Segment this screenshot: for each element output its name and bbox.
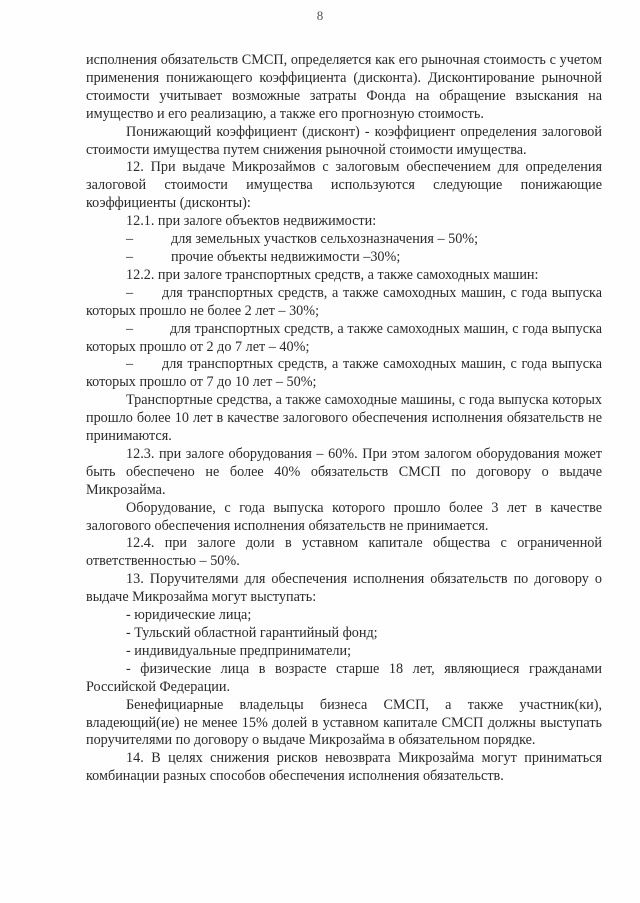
clause-14: 14. В целях снижения рисков невозврата Микрозайма могут приниматься комбинации разных способов обеспечения исполнения обязательств.: [86, 750, 602, 785]
paragraph-beneficiaries: Бенефициарные владельцы бизнеса СМСП, а также участник(ки), владеющий(ие) не менее 15% долей в уставном капитале СМСП должны выступать поручителями по договору о выдаче Микрозайма в обязательном порядке.: [86, 696, 602, 749]
clause-13: 13. Поручителями для обеспечения исполнения обязательств по договору о выдаче Микрозайма могут выступать:: [86, 571, 602, 606]
paragraph-vehicles-over-10y: Транспортные средства, а также самоходные машины, с года выпуска которых прошло более 10 лет в качестве залогового обеспечения исполнения обязательств не принимаются.: [86, 392, 602, 445]
list-item-text: прочие объекты недвижимости –30%;: [171, 248, 401, 265]
list-item-text: для транспортных средств, а также самоходных машин, с года выпуска которых прошло от 7 до 10 лет – 50%;: [86, 356, 602, 391]
clause-12-1: 12.1. при залоге объектов недвижимости:: [126, 213, 377, 230]
dash-marker: –: [126, 248, 134, 265]
list-item-vehicles-2-7y: [86, 321, 602, 357]
clause-12: 12. При выдаче Микрозаймов с залоговым обеспечением для определения залоговой стоимости имущества используются следующие понижающие коэффициенты (дисконты):: [86, 159, 602, 212]
clause-12-3: 12.3. при залоге оборудования – 60%. При этом залогом оборудования может быть обеспечено не более 40% обязательств СМСП по договору о выдаче Микрозайма.: [86, 445, 602, 498]
dash-marker: –: [126, 284, 134, 301]
document-body: [86, 52, 602, 786]
list-item-text: для земельных участков сельхозназначения – 50%;: [171, 231, 479, 248]
list-item: - физические лица в возрасте старше 18 лет, являющиеся гражданами Российской Федерации.: [86, 660, 602, 695]
dash-marker: –: [126, 231, 134, 248]
paragraph-discount-definition: Понижающий коэффициент (дисконт) - коэффициент определения залоговой стоимости имущества путем снижения рыночной стоимости имущества.: [86, 123, 602, 158]
clause-12-4: 12.4. при залоге доли в уставном капитале общества с ограниченной ответственностью – 50%.: [86, 535, 602, 570]
list-item: [86, 231, 602, 249]
list-item: [86, 249, 602, 267]
list-item: - индивидуальные предприниматели;: [126, 642, 352, 659]
list-item: - юридические лица;: [126, 607, 252, 624]
page-number: 8: [316, 8, 324, 23]
list-item-vehicles-7-10y: [86, 356, 602, 392]
paragraph-collateral-valuation: исполнения обязательств СМСП, определяется как его рыночная стоимость с учетом применения понижающего коэффициента (дисконта). Дисконтирование рыночной стоимости учитывает возможные затраты Фонда на обращение взыскания на имущество и его реализацию, а также его прогнозную стоимость.: [86, 52, 602, 122]
clause-12-2: 12.2. при залоге транспортных средств, а также самоходных машин:: [126, 266, 539, 283]
paragraph-equipment-over-3y: Оборудование, с года выпуска которого прошло более 3 лет в качестве залогового обеспечения исполнения обязательств не принимается.: [86, 499, 602, 534]
list-item-text: для транспортных средств, а также самоходных машин, с года выпуска которых прошло не более 2 лет – 30%;: [86, 284, 602, 319]
dash-marker: –: [126, 320, 134, 337]
list-item-vehicles-2y: [86, 285, 602, 321]
list-item-text: для транспортных средств, а также самоходных машин, с года выпуска которых прошло от 2 до 7 лет – 40%;: [86, 320, 602, 355]
dash-marker: –: [126, 356, 134, 373]
list-item: - Тульский областной гарантийный фонд;: [126, 625, 378, 641]
